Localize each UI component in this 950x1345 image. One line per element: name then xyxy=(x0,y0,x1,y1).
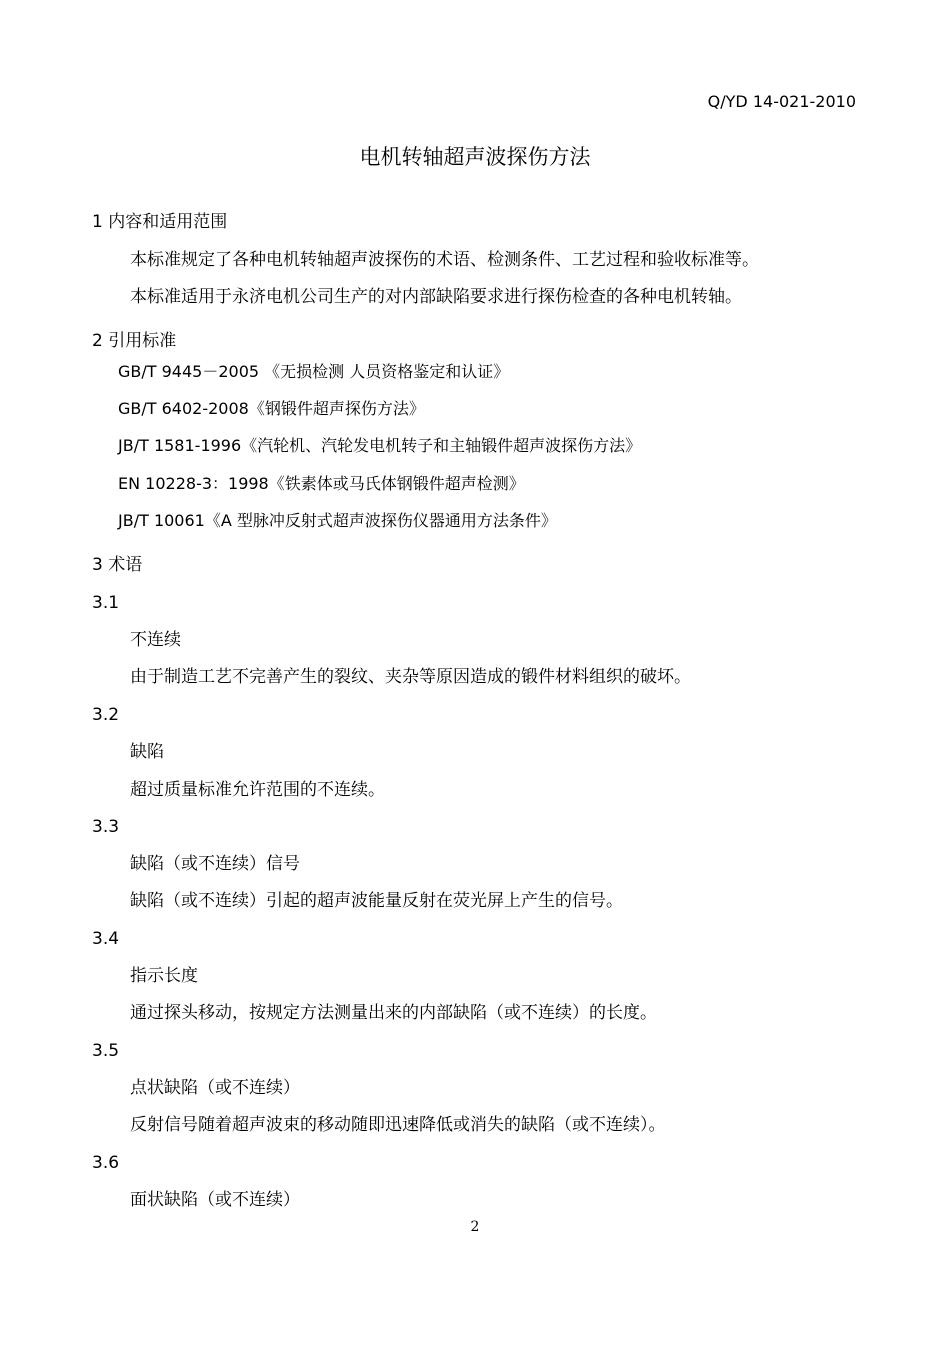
term-name: 点状缺陷（或不连续） xyxy=(130,1078,300,1098)
section-3-heading: 3 术语 xyxy=(92,555,143,575)
document-code: Q/YD 14-021-2010 xyxy=(707,92,856,111)
reference-item: JB/T 1581-1996《汽轮机、汽轮发电机转子和主轴锻件超声波探伤方法》 xyxy=(118,436,642,455)
term-number: 3.5 xyxy=(92,1041,120,1061)
term-definition: 缺陷（或不连续）引起的超声波能量反射在荧光屏上产生的信号。 xyxy=(130,891,623,911)
section-1-paragraph: 本标准适用于永济电机公司生产的对内部缺陷要求进行探伤检查的各种电机转轴。 xyxy=(130,287,742,307)
term-number: 3.4 xyxy=(92,929,120,949)
section-1-paragraph: 本标准规定了各种电机转轴超声波探伤的术语、检测条件、工艺过程和验收标准等。 xyxy=(130,250,759,270)
section-2-heading: 2 引用标准 xyxy=(92,331,177,351)
section-1-heading: 1 内容和适用范围 xyxy=(92,212,228,232)
term-number: 3.3 xyxy=(92,817,120,837)
term-definition: 通过探头移动，按规定方法测量出来的内部缺陷（或不连续）的长度。 xyxy=(130,1003,657,1023)
page-number: 2 xyxy=(470,1219,480,1235)
term-number: 3.6 xyxy=(92,1153,120,1173)
document-title: 电机转轴超声波探伤方法 xyxy=(359,145,591,169)
reference-item: EN 10228-3：1998《铁素体或马氏体钢锻件超声检测》 xyxy=(118,474,525,493)
term-definition: 反射信号随着超声波束的移动随即迅速降低或消失的缺陷（或不连续）。 xyxy=(130,1115,666,1135)
term-definition: 由于制造工艺不完善产生的裂纹、夹杂等原因造成的锻件材料组织的破坏。 xyxy=(130,667,691,687)
term-name: 缺陷（或不连续）信号 xyxy=(130,854,300,874)
term-name: 面状缺陷（或不连续） xyxy=(130,1190,300,1210)
term-name: 缺陷 xyxy=(130,742,164,762)
term-definition: 超过质量标准允许范围的不连续。 xyxy=(130,780,385,800)
term-name: 不连续 xyxy=(130,630,181,650)
term-number: 3.2 xyxy=(92,705,120,725)
term-name: 指示长度 xyxy=(130,966,198,986)
reference-item: JB/T 10061《A 型脉冲反射式超声波探伤仪器通用方法条件》 xyxy=(118,511,557,530)
reference-item: GB/T 9445－2005 《无损检测 人员资格鉴定和认证》 xyxy=(118,362,510,381)
reference-item: GB/T 6402-2008《钢锻件超声探伤方法》 xyxy=(118,399,425,418)
term-number: 3.1 xyxy=(92,593,120,613)
